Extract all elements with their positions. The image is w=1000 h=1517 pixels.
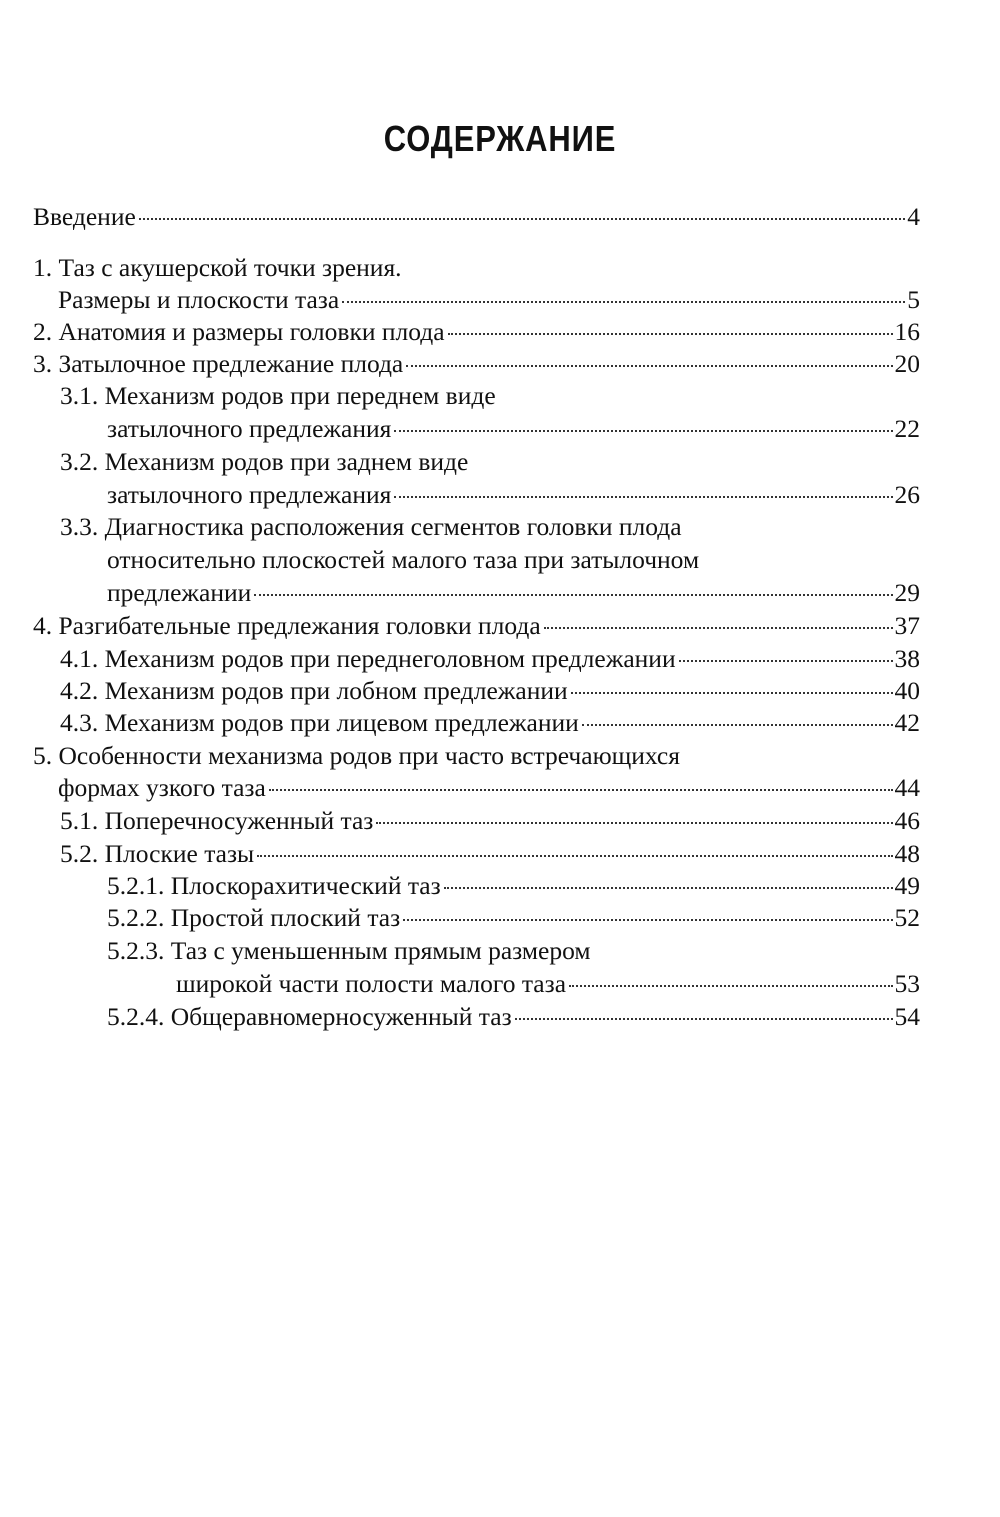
toc-entry-text: относительно плоскостей малого таза при затылочном <box>107 545 700 574</box>
toc-entry-text: 5.1. Поперечносуженный таз <box>60 806 374 835</box>
toc-page-number: 40 <box>894 676 920 705</box>
toc-entry-5-2-2 <box>107 903 920 933</box>
toc-entry-text: 5.2.4. Общеравномерносуженный таз <box>107 1002 512 1031</box>
toc-page-number: 16 <box>894 317 920 346</box>
toc-entry-text: 5.2.2. Простой плоский таз <box>107 903 401 932</box>
dot-leader <box>376 822 892 824</box>
toc-page-number: 48 <box>894 839 920 868</box>
toc-page-number: 37 <box>894 611 920 640</box>
dot-leader <box>269 789 893 791</box>
dot-leader <box>257 855 892 857</box>
toc-entry-text: 4. Разгибательные предлежания головки плода <box>33 611 541 640</box>
dot-leader <box>571 692 893 694</box>
toc-entry-1 <box>58 285 920 315</box>
toc-entry-text: 5.2. Плоские тазы <box>60 839 255 868</box>
toc-entry-5-2 <box>60 839 920 869</box>
toc-entry-4-1 <box>60 644 920 674</box>
toc-page-number: 20 <box>894 349 920 378</box>
toc-page-number: 54 <box>894 1002 920 1031</box>
toc-entry-4-2 <box>60 676 920 706</box>
toc-entry-3-3 <box>107 578 920 608</box>
toc-entry-text: 3.2. Механизм родов при заднем виде <box>60 447 469 476</box>
toc-page-number: 26 <box>894 480 920 509</box>
toc-page-number: 53 <box>894 969 920 998</box>
toc-entry-intro <box>33 202 920 232</box>
toc-entry-text: Введение <box>33 202 136 231</box>
toc-entry-text: предлежании <box>107 578 252 607</box>
dot-leader <box>139 218 905 220</box>
toc-page-number: 5 <box>907 285 920 314</box>
toc-page-number: 4 <box>907 202 920 231</box>
toc-page-number: 42 <box>894 708 920 737</box>
toc-entry-5 <box>58 773 920 803</box>
dot-leader <box>582 724 893 726</box>
dot-leader <box>515 1018 893 1020</box>
toc-entry-4-3 <box>60 708 920 738</box>
dot-leader <box>444 887 893 889</box>
toc-entry-text: Размеры и плоскости таза <box>58 285 340 314</box>
toc-entry-text: 2. Анатомия и размеры головки плода <box>33 317 445 346</box>
dot-leader <box>403 919 892 921</box>
toc-entry-text: 4.3. Механизм родов при лицевом предлежании <box>60 708 579 737</box>
toc-entry-text: 5.2.1. Плоскорахитический таз <box>107 871 441 900</box>
toc-entry-text: 4.1. Механизм родов при переднеголовном предлежании <box>60 644 676 673</box>
toc-entry-text: 4.2. Механизм родов при лобном предлежании <box>60 676 568 705</box>
dot-leader <box>406 365 892 367</box>
dot-leader <box>544 627 893 629</box>
toc-entry-text: 3.3. Диагностика расположения сегментов головки плода <box>60 512 682 541</box>
toc-entry-text: 1. Таз с акушерской точки зрения. <box>33 253 402 282</box>
toc-page-number: 46 <box>894 806 920 835</box>
toc-entry-text: затылочного предлежания <box>107 480 392 509</box>
toc-entry-5-2-1 <box>107 871 920 901</box>
toc-entry-text: формах узкого таза <box>58 773 266 802</box>
dot-leader <box>569 985 892 987</box>
toc-entry-5-2-4 <box>107 1002 920 1032</box>
toc-entry-2 <box>33 317 920 347</box>
toc-page-number: 44 <box>894 773 920 802</box>
toc-entry-3-2 <box>107 480 920 510</box>
toc-entry-5-2-3 <box>176 969 920 999</box>
toc-entry-3 <box>33 349 920 379</box>
dot-leader <box>679 660 893 662</box>
page-title: СОДЕРЖАНИЕ <box>383 118 617 159</box>
toc-entry-text: 3. Затылочное предлежание плода <box>33 349 404 378</box>
dot-leader <box>342 301 905 303</box>
toc-page-number: 29 <box>894 578 920 607</box>
toc-page-number: 52 <box>894 903 920 932</box>
toc-entry-text: широкой части полости малого таза <box>176 969 567 998</box>
toc-entry-4 <box>33 611 920 641</box>
dot-leader <box>448 333 893 335</box>
toc-entry-text: затылочного предлежания <box>107 414 392 443</box>
dot-leader <box>254 594 892 596</box>
dot-leader <box>394 430 892 432</box>
toc-entry-text: 3.1. Механизм родов при переднем виде <box>60 381 496 410</box>
dot-leader <box>394 496 892 498</box>
toc-page-number: 22 <box>894 414 920 443</box>
toc-entry-3-1 <box>107 414 920 444</box>
toc-page-number: 49 <box>894 871 920 900</box>
toc-page-number: 38 <box>894 644 920 673</box>
toc-entry-5-1 <box>60 806 920 836</box>
toc-entry-text: 5.2.3. Таз с уменьшенным прямым размером <box>107 936 591 965</box>
toc-entry-text: 5. Особенности механизма родов при часто встречающихся <box>33 741 680 770</box>
